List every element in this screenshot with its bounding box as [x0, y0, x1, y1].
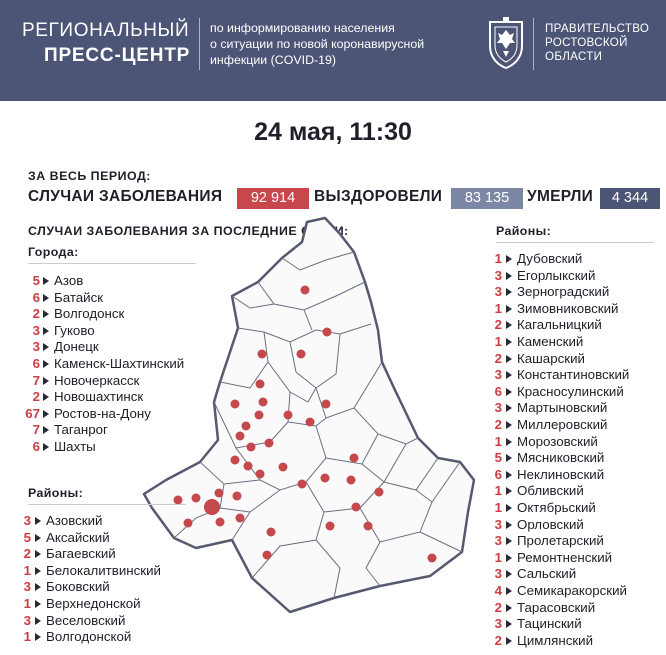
case-dot	[322, 400, 331, 409]
case-count: 3	[32, 322, 40, 338]
district-name: Ремонтненский	[517, 549, 613, 565]
case-dot	[326, 522, 335, 531]
case-dot	[265, 439, 274, 448]
case-count: 2	[32, 389, 40, 405]
case-dot	[236, 514, 245, 523]
districts-left-underline	[28, 504, 186, 505]
logo-line-2: ПРЕСС-ЦЕНТР	[44, 45, 191, 66]
recovered-label: ВЫЗДОРОВЕЛИ	[314, 188, 443, 205]
triangle-bullet-icon	[43, 310, 49, 318]
cases-value: 92 914	[237, 188, 309, 209]
case-dot	[256, 380, 265, 389]
triangle-bullet-icon	[35, 583, 41, 591]
triangle-bullet-icon	[506, 338, 512, 346]
city-name: Батайск	[54, 289, 104, 305]
district-name: Азовский	[46, 513, 103, 528]
case-count: 2	[494, 417, 502, 432]
case-count: 3	[32, 339, 40, 355]
case-count: 2	[494, 599, 502, 615]
district-name: Зимовниковский	[517, 300, 619, 316]
case-dot	[192, 494, 201, 503]
district-name: Сальский	[517, 566, 577, 582]
district-name: Семикаракорский	[517, 583, 627, 598]
header-divider	[533, 18, 534, 70]
districts-left-heading: Районы:	[28, 486, 84, 500]
case-count: 6	[32, 356, 40, 371]
triangle-bullet-icon	[506, 388, 512, 396]
triangle-bullet-icon	[506, 288, 512, 296]
district-name: Верхнедонской	[46, 596, 141, 611]
case-count: 6	[494, 383, 502, 399]
city-name: Донецк	[54, 339, 99, 355]
header-divider	[199, 18, 200, 70]
triangle-bullet-icon	[506, 537, 512, 545]
case-count: 1	[494, 500, 502, 515]
case-dot	[236, 432, 245, 441]
triangle-bullet-icon	[506, 471, 512, 479]
case-dot	[255, 411, 264, 420]
district-name: Мартыновский	[517, 400, 608, 416]
triangle-bullet-icon	[506, 421, 512, 429]
case-dot	[375, 488, 384, 497]
district-name: Аксайский	[46, 529, 110, 545]
triangle-bullet-icon	[506, 504, 512, 512]
triangle-bullet-icon	[35, 567, 41, 575]
case-dot	[259, 398, 268, 407]
district-name: Морозовский	[517, 433, 598, 449]
case-count: 6	[494, 466, 502, 482]
case-dot	[297, 350, 306, 359]
case-dot	[364, 522, 373, 531]
cases-label: СЛУЧАИ ЗАБОЛЕВАНИЯ	[28, 188, 223, 205]
district-name: Цимлянский	[517, 632, 594, 648]
header-banner	[0, 0, 666, 101]
case-count: 3	[494, 616, 502, 632]
government-line: ОБЛАСТИ	[545, 50, 603, 63]
case-count: 4	[494, 583, 502, 598]
case-count: 2	[494, 317, 502, 333]
triangle-bullet-icon	[506, 272, 512, 280]
district-name: Волгодонской	[46, 629, 132, 645]
case-dot	[231, 400, 240, 409]
triangle-bullet-icon	[506, 604, 512, 612]
district-name: Тарасовский	[517, 599, 596, 615]
triangle-bullet-icon	[43, 294, 49, 302]
case-count: 7	[32, 422, 40, 438]
district-name: Веселовский	[46, 612, 126, 628]
triangle-bullet-icon	[35, 534, 41, 542]
triangle-bullet-icon	[506, 454, 512, 462]
city-name: Новочеркасск	[54, 372, 140, 388]
case-count: 6	[32, 439, 40, 454]
case-dot	[350, 454, 359, 463]
case-count: 3	[23, 513, 31, 528]
case-dot	[284, 411, 293, 420]
case-count: 1	[23, 596, 31, 611]
triangle-bullet-icon	[43, 343, 49, 351]
case-count: 1	[23, 629, 31, 645]
city-name: Каменск-Шахтинский	[54, 356, 185, 371]
case-count: 3	[494, 284, 502, 300]
case-count: 3	[23, 612, 31, 628]
government-label	[545, 22, 649, 64]
triangle-bullet-icon	[43, 277, 49, 285]
triangle-bullet-icon	[35, 517, 41, 525]
case-dot	[323, 328, 332, 337]
triangle-bullet-icon	[506, 587, 512, 595]
case-dot	[244, 462, 253, 471]
triangle-bullet-icon	[506, 438, 512, 446]
triangle-bullet-icon	[35, 550, 41, 558]
case-count: 3	[23, 579, 31, 595]
header-description-line: о ситуации по новой коронавирусной	[210, 37, 425, 51]
district-name: Белокалитвинский	[46, 562, 161, 578]
case-dot	[231, 456, 240, 465]
district-name: Каменский	[517, 334, 584, 349]
case-dot	[263, 551, 272, 560]
triangle-bullet-icon	[506, 637, 512, 645]
districts-right-underline	[496, 242, 654, 243]
case-dot	[256, 470, 265, 479]
triangle-bullet-icon	[506, 570, 512, 578]
case-count: 1	[494, 300, 502, 316]
case-count: 3	[494, 516, 502, 532]
district-name: Тацинский	[517, 616, 582, 632]
district-name: Боковский	[46, 579, 110, 595]
district-name: Константиновский	[517, 367, 630, 383]
report-date: 24 мая, 11:30	[254, 118, 412, 146]
district-name: Багаевский	[46, 546, 116, 562]
case-dot	[233, 492, 242, 501]
city-name: Ростов-на-Дону	[54, 405, 151, 421]
district-name: Егорлыкский	[517, 267, 596, 283]
triangle-bullet-icon	[35, 617, 41, 625]
case-count: 1	[494, 549, 502, 565]
triangle-bullet-icon	[506, 305, 512, 313]
case-count: 3	[494, 367, 502, 383]
coat-of-arms-icon	[486, 16, 526, 70]
deaths-value: 4 344	[600, 188, 660, 209]
cities-underline	[28, 263, 196, 264]
header-description	[210, 20, 480, 68]
case-count: 2	[23, 546, 31, 562]
case-count: 5	[23, 529, 31, 545]
deaths-label: УМЕРЛИ	[527, 188, 594, 205]
period-title: ЗА ВЕСЬ ПЕРИОД:	[28, 169, 151, 183]
case-count: 7	[32, 372, 40, 388]
case-dot	[184, 519, 193, 528]
triangle-bullet-icon	[43, 426, 49, 434]
districts-right-heading: Районы:	[496, 224, 552, 238]
region-map	[140, 212, 475, 617]
case-dot	[347, 476, 356, 485]
district-name: Миллеровский	[517, 417, 608, 432]
city-name: Волгодонск	[54, 306, 125, 322]
triangle-bullet-icon	[43, 327, 49, 335]
triangle-bullet-icon	[35, 600, 41, 608]
case-count: 1	[23, 562, 31, 578]
triangle-bullet-icon	[43, 360, 49, 368]
triangle-bullet-icon	[506, 355, 512, 363]
triangle-bullet-icon	[506, 521, 512, 529]
case-dot	[321, 474, 330, 483]
case-count: 2	[494, 632, 502, 648]
government-line: ПРАВИТЕЛЬСТВО	[545, 22, 650, 35]
triangle-bullet-icon	[506, 554, 512, 562]
case-count: 1	[494, 483, 502, 499]
triangle-bullet-icon	[43, 377, 49, 385]
case-count: 67	[25, 405, 40, 421]
case-count: 6	[32, 289, 40, 305]
case-count: 2	[32, 306, 40, 322]
district-name: Мясниковский	[517, 450, 605, 466]
case-dot	[216, 518, 225, 527]
district-name: Неклиновский	[517, 466, 605, 482]
triangle-bullet-icon	[43, 443, 49, 451]
case-count: 1	[494, 334, 502, 349]
district-name: Орловский	[517, 516, 584, 532]
city-name: Таганрог	[54, 422, 108, 438]
case-count: 3	[494, 267, 502, 283]
district-name: Дубовский	[517, 251, 583, 266]
case-dot	[301, 286, 310, 295]
district-name: Кашарский	[517, 350, 585, 366]
region-outline	[144, 218, 474, 612]
case-dot	[279, 463, 288, 472]
district-name: Зерноградский	[517, 284, 610, 300]
government-line: РОСТОВСКОЙ	[545, 36, 628, 49]
case-count: 3	[494, 566, 502, 582]
district-name: Кагальницкий	[517, 317, 602, 333]
case-count: 3	[494, 400, 502, 416]
triangle-bullet-icon	[43, 393, 49, 401]
case-dot	[428, 554, 437, 563]
case-dot	[267, 528, 276, 537]
city-name: Шахты	[54, 439, 96, 454]
header-description-line: инфекции (COVID-19)	[210, 53, 337, 67]
district-name: Пролетарский	[517, 533, 604, 549]
case-count: 5	[494, 450, 502, 466]
triangle-bullet-icon	[43, 410, 49, 418]
cities-heading: Города:	[28, 245, 79, 259]
triangle-bullet-icon	[506, 371, 512, 379]
triangle-bullet-icon	[506, 255, 512, 263]
case-count: 3	[494, 533, 502, 549]
case-dot	[306, 418, 315, 427]
city-name: Новошахтинск	[54, 389, 144, 405]
case-dot	[298, 480, 307, 489]
case-dot	[242, 422, 251, 431]
triangle-bullet-icon	[506, 487, 512, 495]
city-name: Гуково	[54, 322, 95, 338]
header-description-line: по информированию населения	[210, 21, 395, 35]
case-count: 5	[32, 273, 40, 288]
district-name: Обливский	[517, 483, 584, 499]
case-count: 2	[494, 350, 502, 366]
case-count: 1	[494, 433, 502, 449]
triangle-bullet-icon	[506, 620, 512, 628]
logo-line-1: РЕГИОНАЛЬНЫЙ	[22, 20, 190, 41]
case-dot	[247, 443, 256, 452]
daily-title: СЛУЧАИ ЗАБОЛЕВАНИЯ ЗА ПОСЛЕДНИЕ СУТКИ:	[28, 224, 349, 238]
district-name: Октябрьский	[517, 500, 596, 515]
triangle-bullet-icon	[506, 321, 512, 329]
city-name: Азов	[54, 273, 84, 288]
case-dot	[352, 503, 361, 512]
case-dot	[204, 499, 220, 515]
case-dot	[258, 350, 267, 359]
district-name: Красносулинский	[517, 383, 624, 399]
triangle-bullet-icon	[506, 404, 512, 412]
triangle-bullet-icon	[35, 633, 41, 641]
case-dot	[215, 489, 224, 498]
recovered-value: 83 135	[451, 188, 523, 209]
case-count: 1	[494, 251, 502, 266]
